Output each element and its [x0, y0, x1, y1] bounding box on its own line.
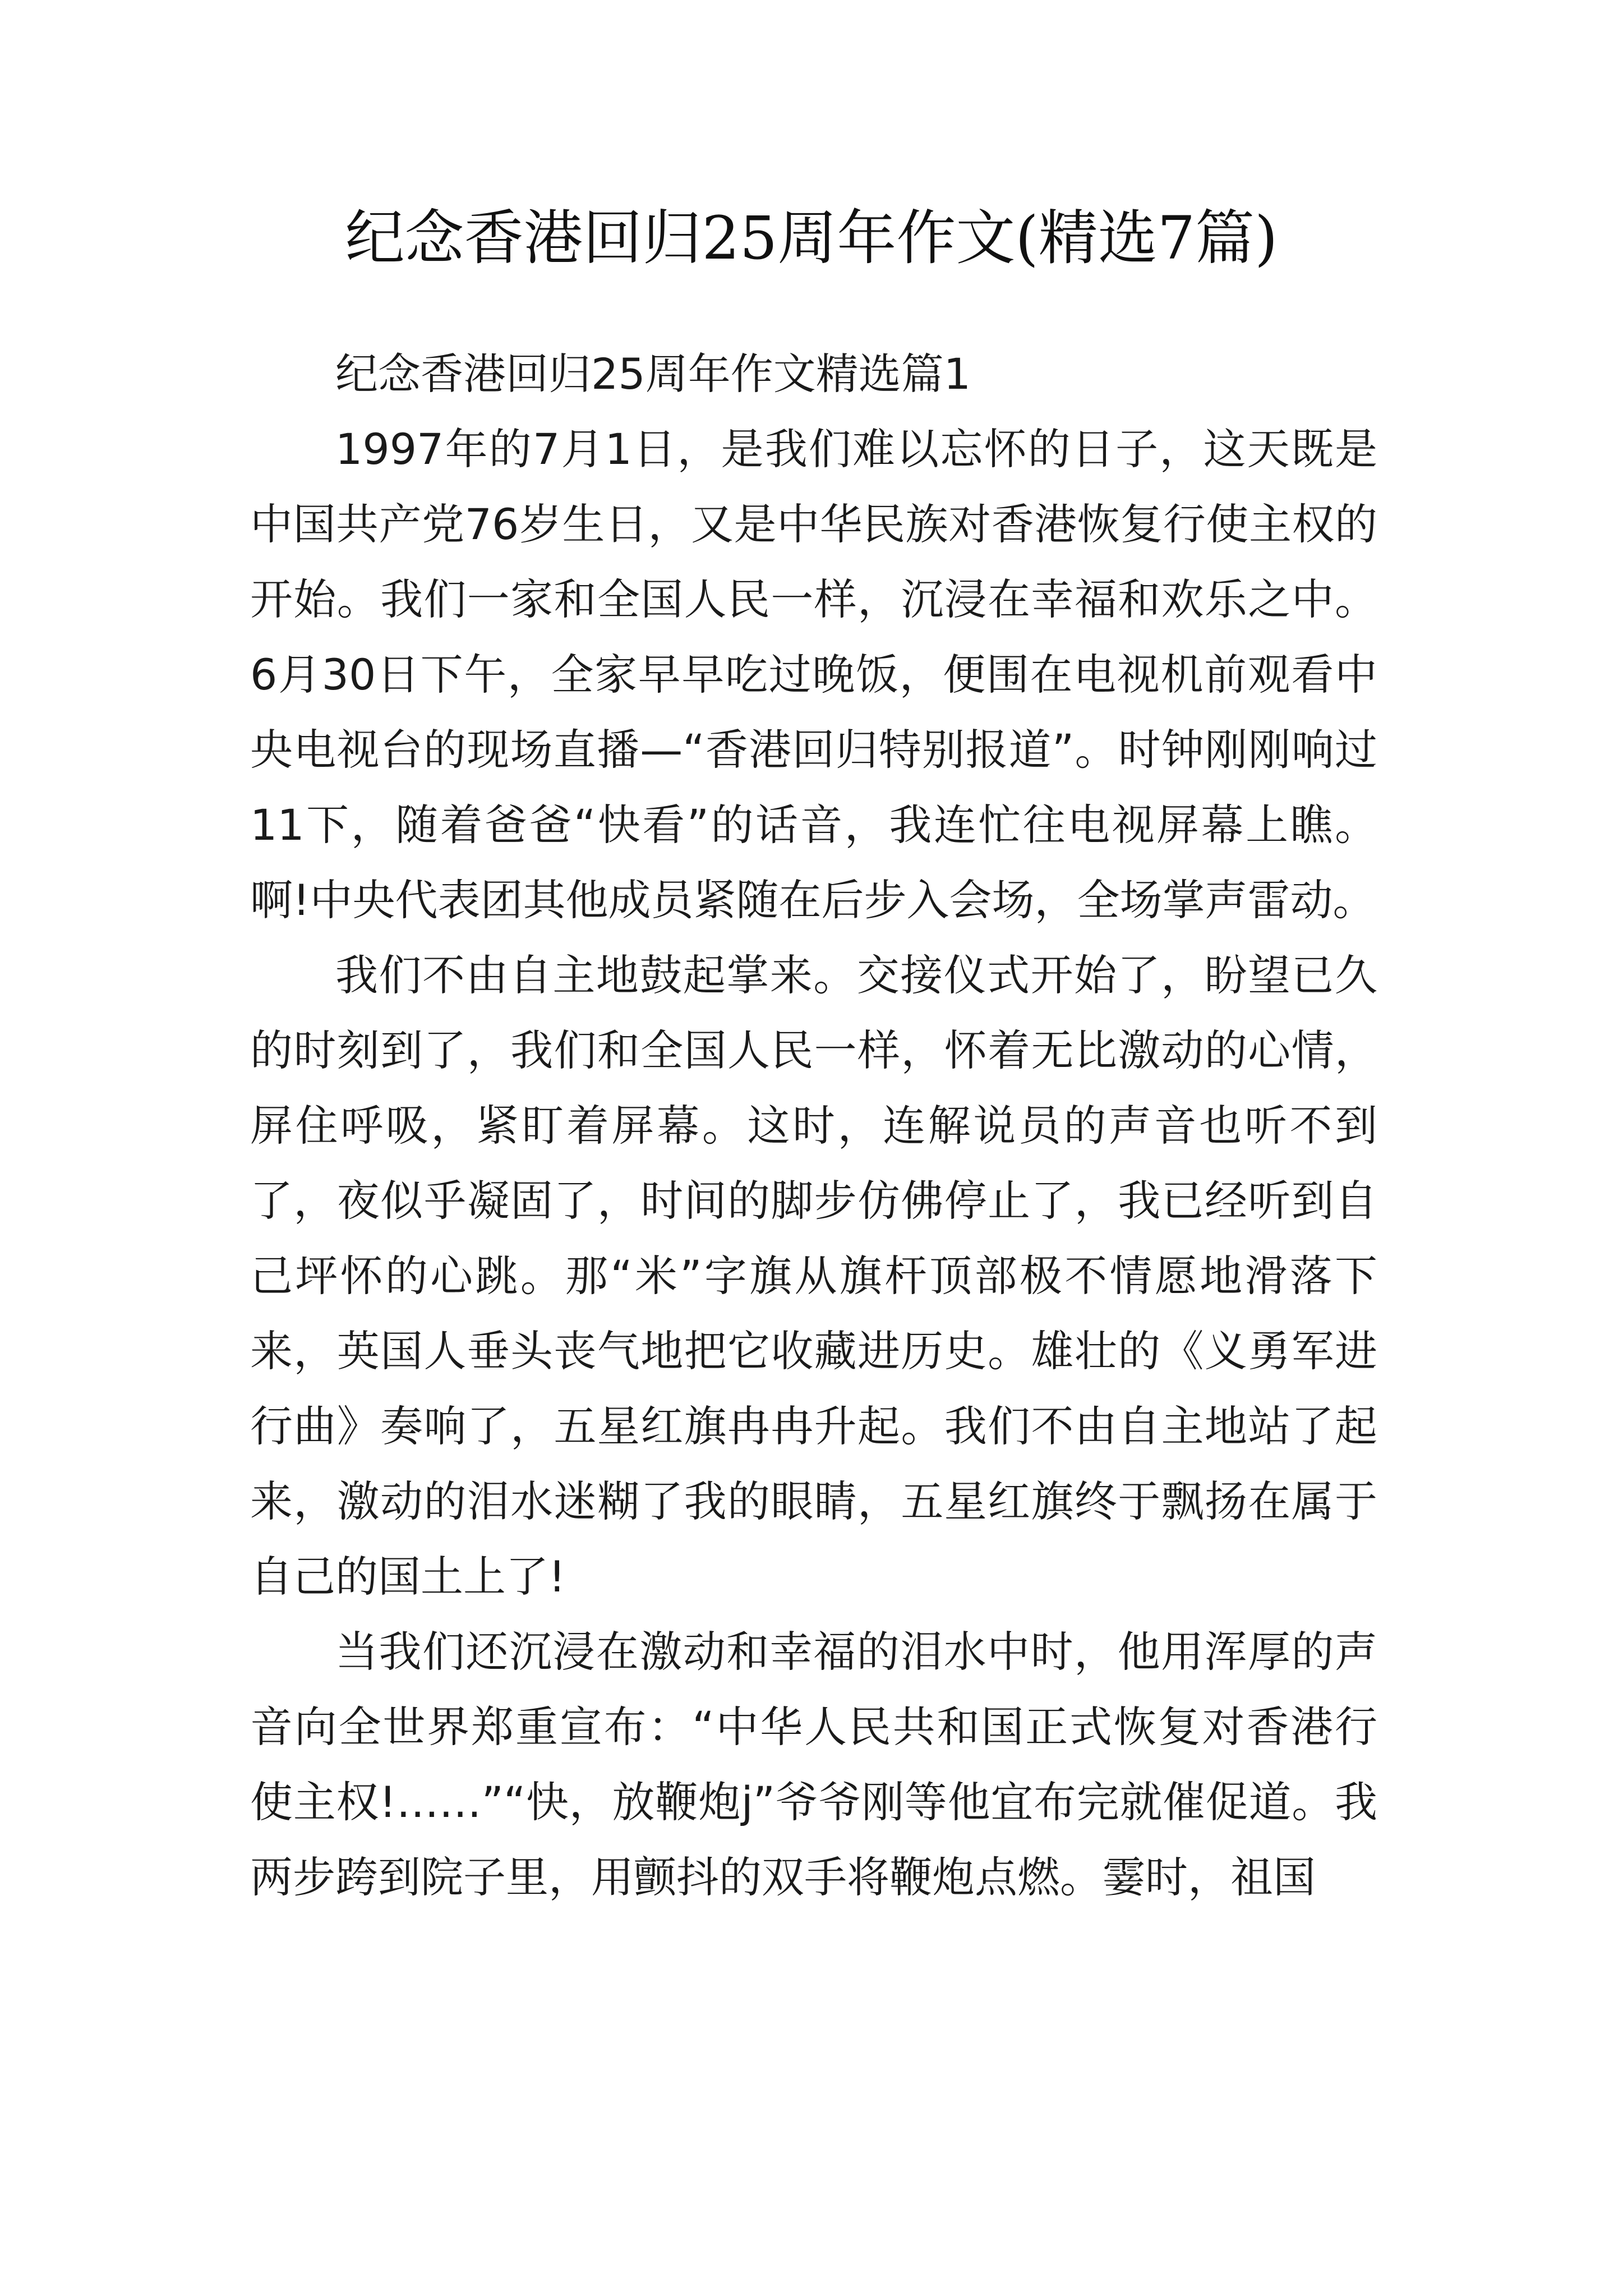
document-title: 纪念香港回归25周年作文(精选7篇) — [345, 204, 1278, 273]
paragraph-2: 我们不由自主地鼓起掌来。交接仪式开始了，盼望已久的时刻到了，我们和全国人民一样，怀着无比激动的心情，屏住呼吸，紧盯着屏幕。这时，连解说员的声音也听不到了，夜似乎凝固了，时间的脚步仿佛停止了，我已经听到自己坪怀的心跳。那“米”字旗从旗杆顶部极不情愿地滑落下来，英国人垂头丧气地把它收藏进历史。雄壮的《义勇军进行曲》奏响了，五星红旗冉冉升起。我们不由自主地站了起来，激动的泪水迷糊了我的眼睛，五星红旗终于飘扬在属于自己的国土上了! — [250, 950, 1377, 1602]
document-body — [250, 337, 1377, 1915]
paragraph-3: 当我们还沉浸在激动和幸福的泪水中时，他用浑厚的声音向全世界郑重宣布：“中华人民共和国正式恢复对香港行使主权!……”“快，放鞭炮j”爷爷刚等他宜布完就催促道。我两步跨到院子里，用颤抖的双手将鞭炮点燃。霎时，祖国 — [250, 1627, 1377, 1902]
paragraph-1: 1997年的7月1日，是我们难以忘怀的日子，这天既是中国共产党76岁生日，又是中华民族对香港恢复行使主权的开始。我们一家和全国人民一样，沉浸在幸福和欢乐之中。6月30日下午，全家早早吃过晚饭，便围在电视机前观看中央电视台的现场直播—“香港回归特别报道”。时钟刚刚响过11下，随着爸爸“快看”的话音，我连忙往电视屏幕上瞧。啊!中央代表团其他成员紧随在后步入会场，全场掌声雷动。 — [250, 424, 1377, 925]
section-heading: 纪念香港回归25周年作文精选篇1 — [335, 349, 971, 399]
